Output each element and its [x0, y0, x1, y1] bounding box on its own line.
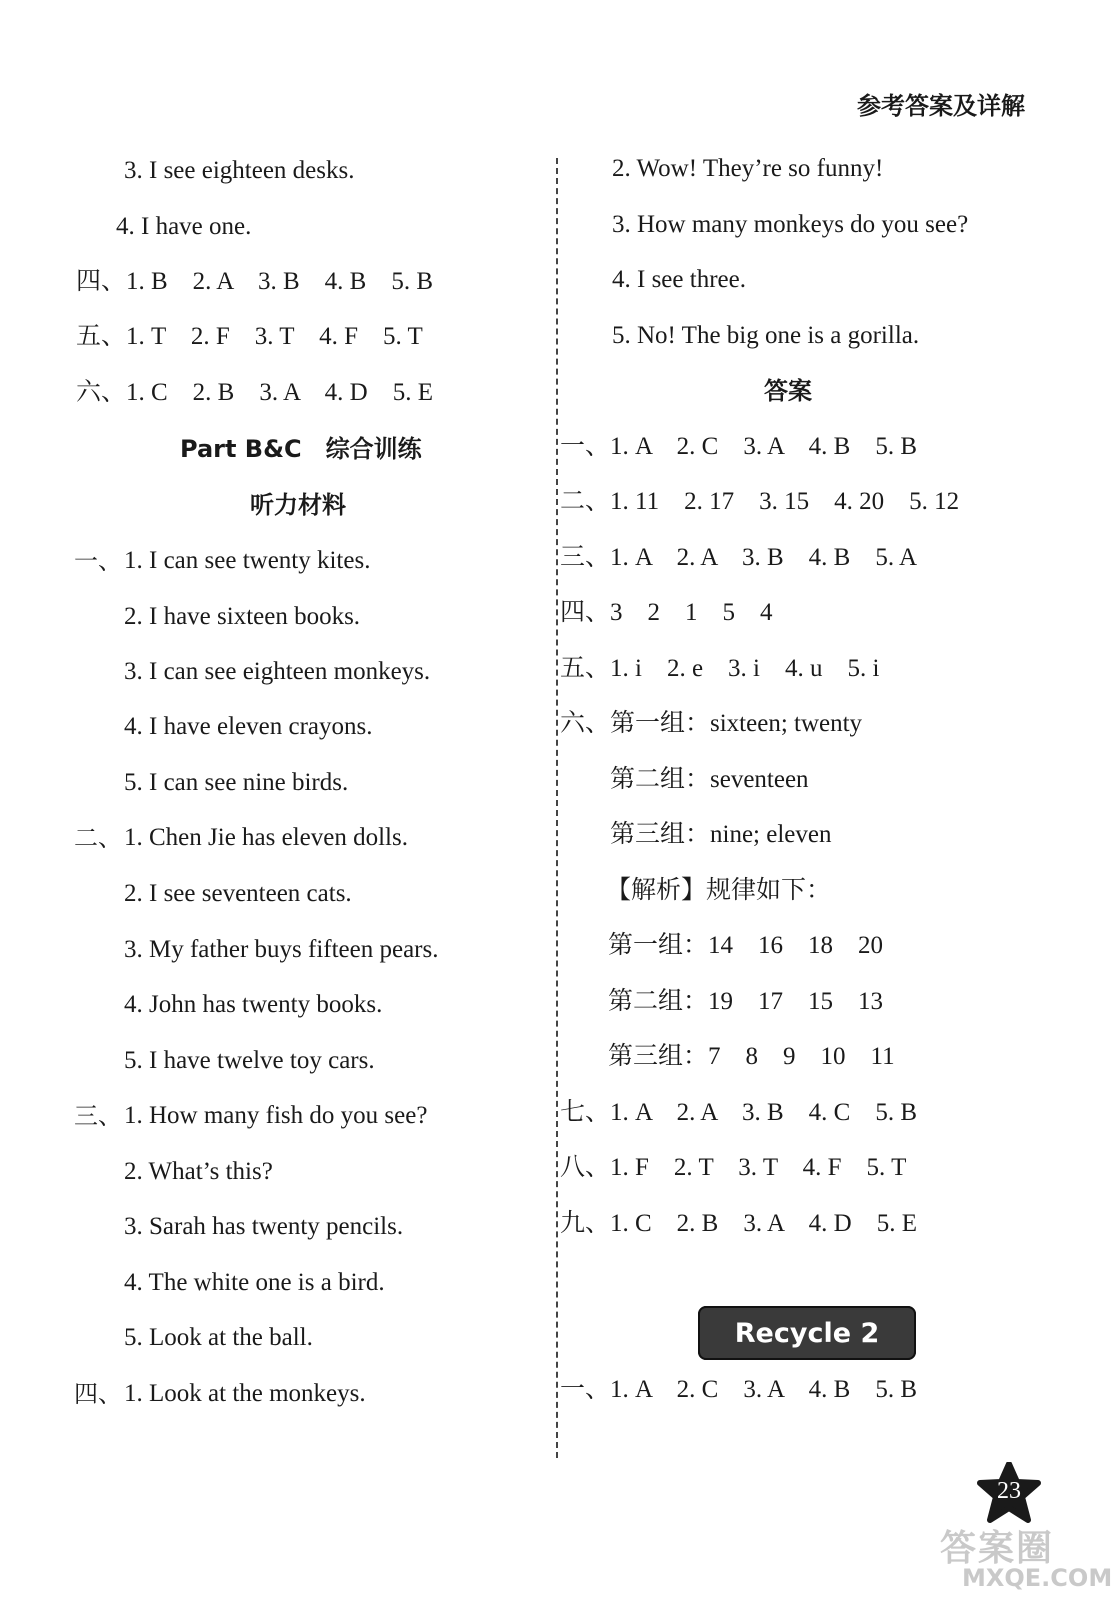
s3-item-2: 2. What’s this?: [124, 1158, 273, 1185]
left-answer-row-5: 五、1. T 2. F 3. T 4. F 5. T: [76, 323, 423, 350]
s1-item-1: 1. I can see twenty kites.: [124, 547, 371, 574]
s3-item-3: 3. Sarah has twenty pencils.: [124, 1213, 404, 1240]
analysis-group3: 第三组：7 8 9 10 11: [608, 1043, 895, 1070]
s1-item-2: 2. I have sixteen books.: [124, 603, 361, 630]
section-4-prefix: 四、: [74, 1380, 122, 1408]
answers-title: 答案: [764, 377, 812, 405]
answer-row-6: 六、第一组：sixteen; twenty: [560, 710, 863, 737]
page-number-badge: [976, 1462, 1042, 1524]
right-line-3: 4. I see three.: [612, 266, 746, 293]
section-title: Part B&C 综合训练: [180, 435, 422, 463]
section-3-prefix: 三、: [74, 1102, 122, 1130]
answer-row-1: 一、1. A 2. C 3. A 4. B 5. B: [560, 433, 917, 460]
left-line-2: 4. I have one.: [116, 213, 252, 240]
analysis-group2: 第二组：19 17 15 13: [608, 988, 884, 1015]
answer-row-7: 七、1. A 2. A 3. B 4. C 5. B: [560, 1099, 917, 1126]
left-line-1: 3. I see eighteen desks.: [124, 157, 355, 184]
listening-title: 听力材料: [250, 491, 346, 519]
answer-row-2: 二、1. 11 2. 17 3. 15 4. 20 5. 12: [560, 488, 960, 515]
answer-row-6-group3: 第三组：nine; eleven: [610, 821, 832, 848]
answer-row-4: 四、3 2 1 5 4: [560, 599, 773, 626]
s2-item-4: 4. John has twenty books.: [124, 991, 383, 1018]
page-header-title: 参考答案及详解: [857, 92, 1025, 120]
s2-item-5: 5. I have twelve toy cars.: [124, 1047, 375, 1074]
section-2-prefix: 二、: [74, 824, 122, 852]
answer-row-3: 三、1. A 2. A 3. B 4. B 5. A: [560, 544, 917, 571]
s4-item-1: 1. Look at the monkeys.: [124, 1380, 366, 1407]
recycle-banner: [698, 1306, 916, 1360]
s2-item-2: 2. I see seventeen cats.: [124, 880, 352, 907]
watermark-logo: [940, 1520, 1113, 1595]
recycle-label: Recycle 2: [734, 1317, 880, 1349]
recycle-answer-row-1: 一、1. A 2. C 3. A 4. B 5. B: [560, 1376, 917, 1403]
s1-item-3: 3. I can see eighteen monkeys.: [124, 658, 431, 685]
answer-row-9: 九、1. C 2. B 3. A 4. D 5. E: [560, 1210, 917, 1237]
right-line-2: 3. How many monkeys do you see?: [612, 211, 969, 238]
s2-item-3: 3. My father buys fifteen pears.: [124, 936, 439, 963]
watermark-text-top: 答案圈: [940, 1528, 1055, 1569]
s3-item-5: 5. Look at the ball.: [124, 1324, 313, 1351]
analysis-group1: 第一组：14 16 18 20: [608, 932, 884, 959]
s1-item-4: 4. I have eleven crayons.: [124, 713, 373, 740]
left-answer-row-4: 四、1. B 2. A 3. B 4. B 5. B: [76, 268, 433, 295]
analysis-label: 【解析】规律如下：: [606, 877, 832, 904]
left-answer-row-6: 六、1. C 2. B 3. A 4. D 5. E: [76, 379, 433, 406]
watermark-text-bottom: MXQE.COM: [962, 1564, 1113, 1592]
right-line-1: 2. Wow! They’re so funny!: [612, 155, 884, 182]
section-1-prefix: 一、: [74, 547, 122, 575]
s3-item-4: 4. The white one is a bird.: [124, 1269, 385, 1296]
s2-item-1: 1. Chen Jie has eleven dolls.: [124, 824, 408, 851]
page-number: 23: [997, 1478, 1021, 1504]
right-line-4: 5. No! The big one is a gorilla.: [612, 322, 920, 349]
answer-row-6-group2: 第二组：seventeen: [610, 766, 809, 793]
s1-item-5: 5. I can see nine birds.: [124, 769, 349, 796]
s3-item-1: 1. How many fish do you see?: [124, 1102, 428, 1129]
column-divider: [556, 158, 558, 1458]
answer-row-5: 五、1. i 2. e 3. i 4. u 5. i: [560, 655, 880, 682]
answer-row-8: 八、1. F 2. T 3. T 4. F 5. T: [560, 1154, 907, 1181]
